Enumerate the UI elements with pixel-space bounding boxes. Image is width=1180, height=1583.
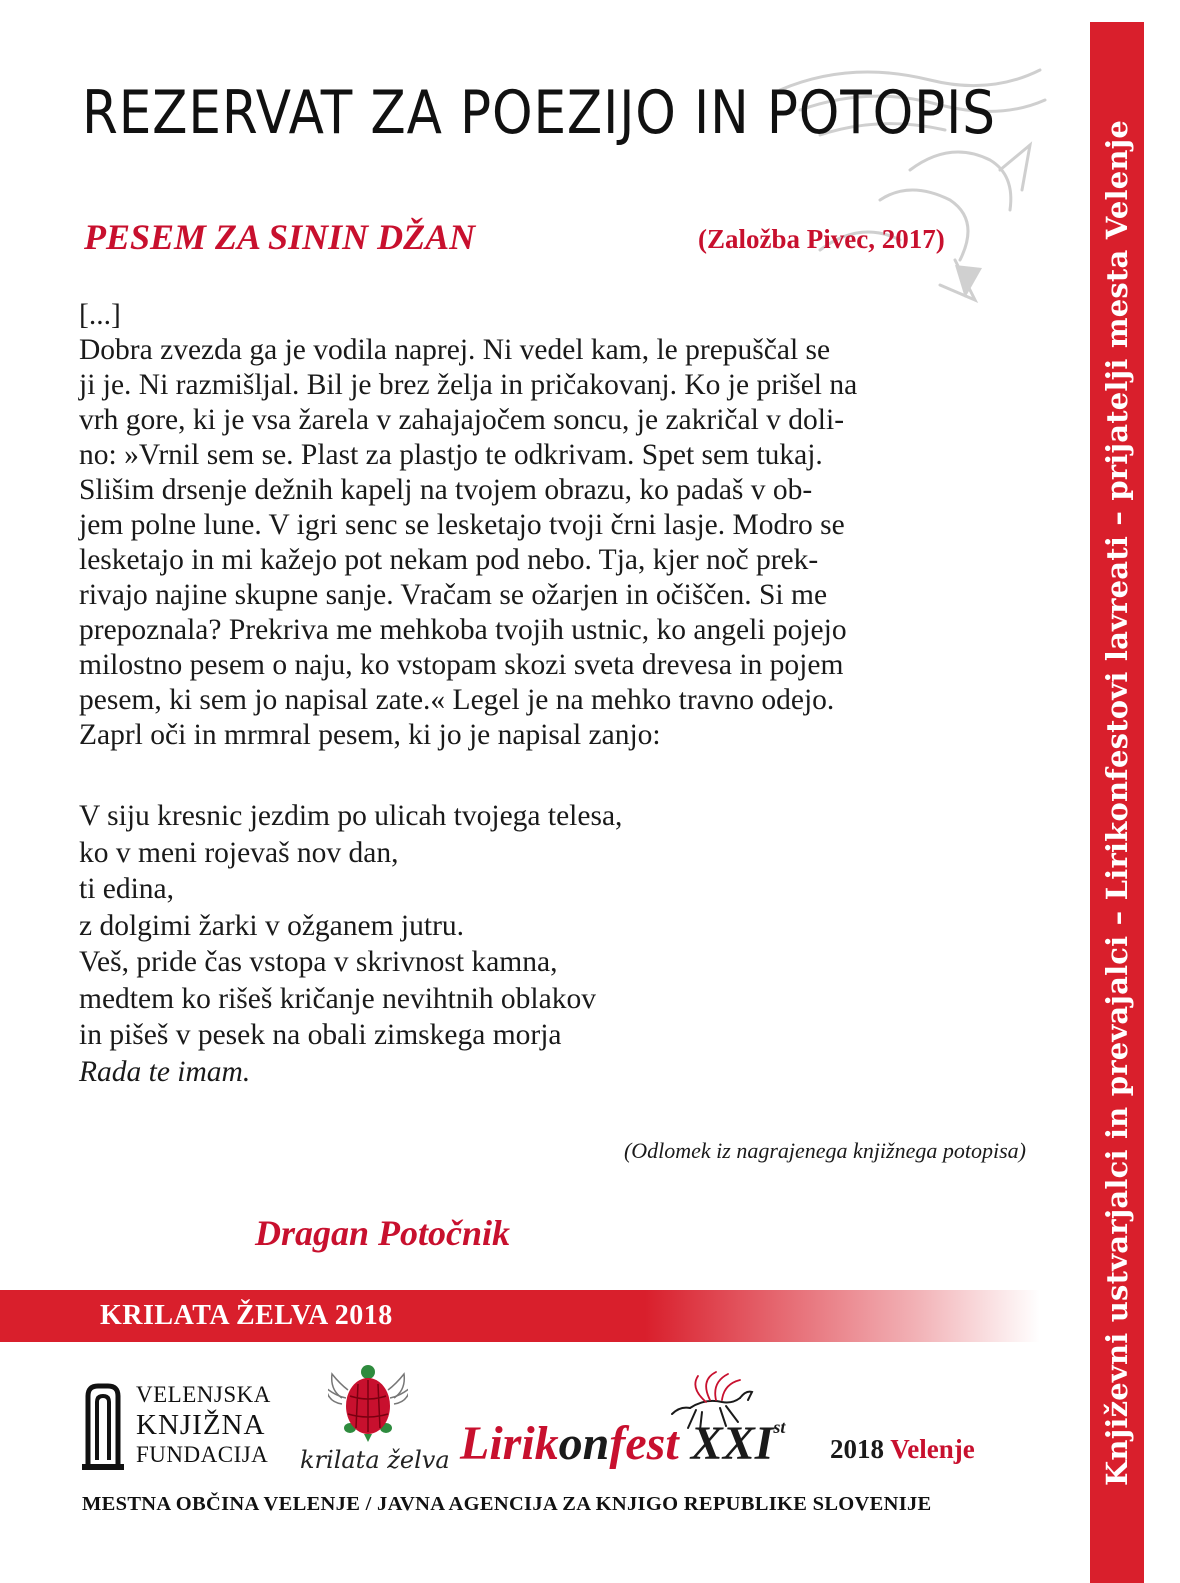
verse-line: z dolgimi žarki v ožganem jutru. (79, 909, 465, 942)
prose-excerpt (79, 298, 1029, 753)
vkf-line1: VELENJSKA (136, 1382, 271, 1407)
festival-city: Velenje (890, 1434, 975, 1464)
verse-line: ko v meni rojevaš nov dan, (79, 836, 399, 869)
verse-line: ti edina, (79, 873, 175, 905)
verse-line: V siju kresnic jezdim po ulicah tvojega telesa, (79, 800, 623, 832)
page-title: REZERVAT ZA POEZIJO IN POTOPIS (82, 78, 996, 148)
prose-line: jem polne lune. V igri senc se lesketajo tvoji črni lasje. Modro se (79, 509, 845, 541)
prose-line: vrh gore, ki je vsa žarela v zahajajočem soncu, je zakričal v doli- (79, 404, 845, 436)
award-label: KRILATA ŽELVA 2018 (100, 1300, 393, 1331)
prose-line: pesem, ki sem jo napisal zate.« Legel je na mehko travno odejo. (79, 684, 835, 716)
festival-year-city (830, 1434, 975, 1465)
lirikonfest-logo (460, 1368, 1020, 1480)
author-name: Dragan Potočnik (255, 1213, 511, 1253)
wordmark-roman: XXI (690, 1417, 774, 1470)
prose-line: [...] (79, 299, 121, 331)
prose-line: prepoznala? Prekriva me mehkoba tvojih ustnic, ko angeli pojejo (79, 614, 847, 646)
verse-line: Veš, pride čas vstopa v skrivnost kamna, (79, 946, 558, 978)
winged-turtle-icon (328, 1362, 408, 1444)
wordmark-sup: st (773, 1417, 786, 1437)
prose-line: no: »Vrnil sem se. Plast za plastjo te odkrivam. Spet sem tukaj. (79, 439, 823, 471)
prose-line: Zaprl oči in mrmral pesem, ki jo je napisal zanjo: (79, 719, 661, 751)
poem-verse (79, 798, 622, 1090)
prose-line: Slišim drsenje dežnih kapelj na tvojem obrazu, ko padaš v ob- (79, 474, 813, 506)
prose-line: rivajo najine skupne sanje. Vračam se ožarjen in očiščen. Si me (79, 579, 828, 611)
verse-line: medtem ko rišeš kričanje nevihtnih oblakov (79, 982, 596, 1015)
excerpt-caption: (Odlomek iz nagrajenega knjižnega potopisa) (623, 1138, 1026, 1163)
verse-line: in pišeš v pesek na obali zimskega morja (79, 1019, 562, 1051)
vkf-logo (80, 1378, 290, 1478)
prose-line: Dobra zvezda ga je vodila naprej. Ni vedel kam, le prepuščal se (79, 334, 831, 366)
sponsors-line: MESTNA OBČINA VELENJE / JAVNA AGENCIJA ZA KNJIGO REPUBLIKE SLOVENIJE (82, 1493, 932, 1515)
lirikonfest-wordmark (460, 1416, 785, 1471)
prose-line: milostno pesem o naju, ko vstopam skozi sveta drevesa in pojem (79, 649, 844, 681)
winged-turtle-logo (300, 1362, 450, 1480)
wordmark-part3: fest (609, 1417, 679, 1470)
festival-year: 2018 (830, 1434, 884, 1464)
wordmark-part1: Lirik (460, 1417, 559, 1470)
verse-closing-line: Rada te imam. (79, 1055, 251, 1088)
side-banner-text: Književni ustvarjalci in prevajalci – Lirikonfestovi lavreati – prijatelji mesta Velenje (1100, 120, 1134, 1486)
paperclip-book-icon (80, 1382, 126, 1472)
poem-title: PESEM ZA SININ DŽAN (84, 217, 476, 257)
publisher-note: (Založba Pivec, 2017) (698, 224, 945, 254)
award-band (0, 1290, 1040, 1342)
turtle-logo-name: krilata želva (300, 1446, 450, 1474)
vkf-line2: KNJIŽNA (136, 1409, 266, 1441)
vkf-line3: FUNDACIJA (136, 1442, 269, 1467)
wordmark-part2: on (558, 1417, 610, 1470)
prose-line: lesketajo in mi kažejo pot nekam pod nebo. Tja, kjer noč prek- (79, 544, 819, 576)
prose-line: ji je. Ni razmišljal. Bil je brez želja in pričakovanj. Ko je prišel na (79, 369, 858, 401)
